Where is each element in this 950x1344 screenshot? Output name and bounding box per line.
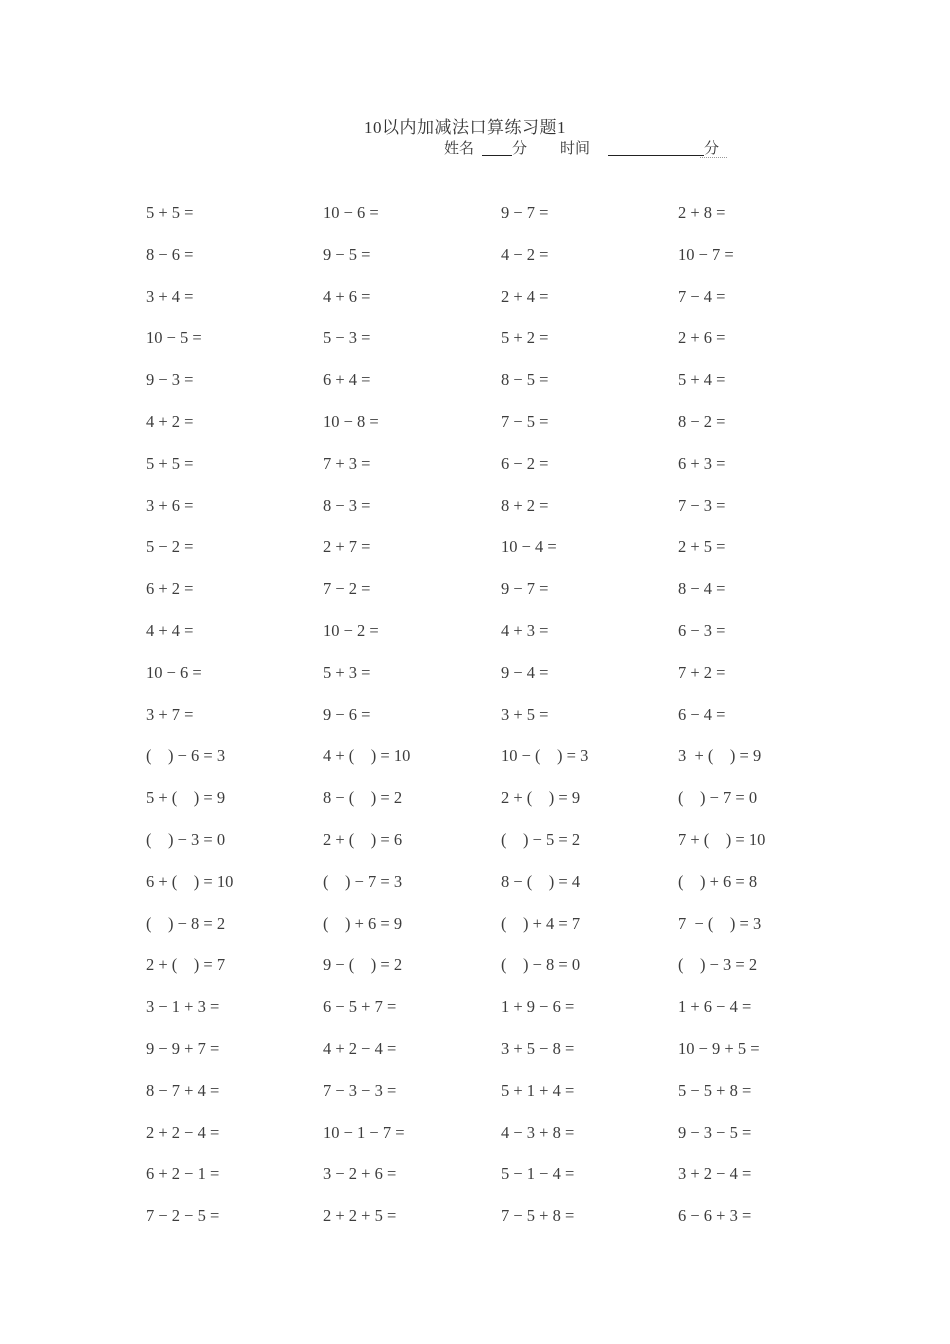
math-problem: ( ) + 6 = 8 [678,871,758,891]
math-problem: 2 + 2 + 5 = [323,1206,397,1226]
math-problem: 5 − 1 − 4 = [501,1164,575,1184]
math-problem: 1 + 6 − 4 = [678,997,752,1017]
math-problem: 10 − 1 − 7 = [323,1122,405,1142]
math-problem: 7 − ( ) = 3 [678,913,762,933]
name-label: 姓名 [444,141,475,157]
math-problem: 2 + ( ) = 9 [501,788,581,808]
math-problem: 5 + 3 = [323,662,371,682]
math-problem: 3 − 2 + 6 = [323,1164,397,1184]
math-problem: 6 + ( ) = 10 [146,871,234,891]
math-problem: 9 − 6 = [323,704,371,724]
math-problem: 6 − 2 = [501,453,549,473]
math-problem: 8 + 2 = [501,495,549,515]
math-problem: 6 + 4 = [323,370,371,390]
math-problem: 7 − 5 + 8 = [501,1206,575,1226]
math-problem: 10 − 9 + 5 = [678,1039,760,1058]
math-problem: 2 + 7 = [323,537,371,557]
math-problem: 2 + ( ) = 6 [323,830,403,849]
math-problem: 9 − 9 + 7 = [146,1039,220,1058]
worksheet-title: 10以内加减法口算练习题1 [364,118,566,137]
math-problem: 4 + 2 − 4 = [323,1039,397,1058]
math-problem: 7 + 2 = [678,662,726,682]
math-problem: 8 − 2 = [678,412,726,431]
math-problem: 4 − 2 = [501,244,549,264]
math-problem: 6 − 5 + 7 = [323,997,397,1017]
math-problem: 5 − 3 = [323,328,371,348]
math-problem: ( ) + 6 = 9 [323,913,403,933]
math-problem: 8 − 6 = [146,244,194,264]
math-problem: 8 − 4 = [678,579,726,599]
math-problem: ( ) − 7 = 0 [678,788,758,808]
math-problem: 5 + 1 + 4 = [501,1080,575,1100]
math-problem: 10 − 4 = [501,537,557,557]
math-problem: 6 + 2 − 1 = [146,1164,220,1184]
math-problem: 3 + ( ) = 9 [678,746,762,766]
math-problem: 10 − 5 = [146,328,202,348]
math-problem: 7 − 2 − 5 = [146,1206,220,1226]
math-problem: 6 − 4 = [678,704,726,724]
math-problem: 6 − 6 + 3 = [678,1206,752,1226]
math-problem: 3 + 7 = [146,704,194,724]
math-problem: ( ) + 4 = 7 [501,913,581,933]
math-problem: 8 − 5 = [501,370,549,390]
math-problem: ( ) − 6 = 3 [146,746,226,766]
math-problem: 10 − 8 = [323,412,379,431]
math-problem: 9 − 3 − 5 = [678,1122,752,1142]
math-problem: 10 − 7 = [678,244,734,264]
math-problem: ( ) − 3 = 0 [146,830,226,849]
math-problem: 10 − ( ) = 3 [501,746,589,766]
math-problem: 5 + 4 = [678,370,726,390]
math-problem: 2 + ( ) = 7 [146,955,226,975]
math-problem: 10 − 6 = [323,203,379,222]
math-problem: 6 + 2 = [146,579,194,599]
math-problem: 4 + 3 = [501,621,549,640]
math-problem: 3 + 4 = [146,286,194,306]
math-problem: 10 − 6 = [146,662,202,682]
math-problem: 7 + 3 = [323,453,371,473]
math-problem: 9 − 7 = [501,579,549,599]
math-problem: 7 − 4 = [678,286,726,306]
math-problem: 1 + 9 − 6 = [501,997,575,1017]
math-problem: 7 − 2 = [323,579,371,599]
math-problem: 5 + ( ) = 9 [146,788,226,808]
math-problem: 9 − 4 = [501,662,549,682]
time-label: 时间 [560,141,591,157]
math-problem: 6 + 3 = [678,453,726,473]
math-problem: 9 − 5 = [323,244,371,264]
math-problem: 8 − ( ) = 4 [501,871,581,891]
math-problem: ( ) − 8 = 2 [146,913,226,933]
math-problem: 8 − 3 = [323,495,371,515]
math-problem: 3 + 5 = [501,704,549,724]
math-problem: 9 − 3 = [146,370,194,390]
math-problem: 6 − 3 = [678,621,726,640]
math-problem: 4 + ( ) = 10 [323,746,411,766]
math-problem: 4 + 2 = [146,412,194,431]
math-problem: 4 + 6 = [323,286,371,306]
math-problem: 7 − 3 = [678,495,726,515]
math-problem: 7 − 3 − 3 = [323,1080,397,1100]
math-problem: 9 − ( ) = 2 [323,955,403,975]
math-problem: 2 + 4 = [501,286,549,306]
math-problem: 5 − 2 = [146,537,194,557]
math-problem: 3 + 5 − 8 = [501,1039,575,1058]
math-problem: 5 − 5 + 8 = [678,1080,752,1100]
math-problem: 7 − 5 = [501,412,549,431]
math-problem: 5 + 2 = [501,328,549,348]
math-problem: 3 + 2 − 4 = [678,1164,752,1184]
math-problem: 7 + ( ) = 10 [678,830,766,849]
math-problem: ( ) − 3 = 2 [678,955,758,975]
name-suffix: 分 [512,141,528,157]
math-problem: 2 + 2 − 4 = [146,1122,220,1142]
math-problem: 5 + 5 = [146,203,194,222]
math-problem: ( ) − 8 = 0 [501,955,581,975]
math-problem: 2 + 8 = [678,203,726,222]
math-problem: 8 − 7 + 4 = [146,1080,220,1100]
math-problem: 9 − 7 = [501,203,549,222]
math-problem: 3 − 1 + 3 = [146,997,220,1017]
time-suffix: 分 [704,141,720,157]
math-problem: 10 − 2 = [323,621,379,640]
math-problem: 5 + 5 = [146,453,194,473]
math-problem: 4 + 4 = [146,621,194,640]
math-problem: ( ) − 5 = 2 [501,830,581,849]
math-problem: 4 − 3 + 8 = [501,1122,575,1142]
math-problem: 2 + 5 = [678,537,726,557]
math-problem: 2 + 6 = [678,328,726,348]
math-problem: ( ) − 7 = 3 [323,871,403,891]
math-problem: 3 + 6 = [146,495,194,515]
math-problem: 8 − ( ) = 2 [323,788,403,808]
